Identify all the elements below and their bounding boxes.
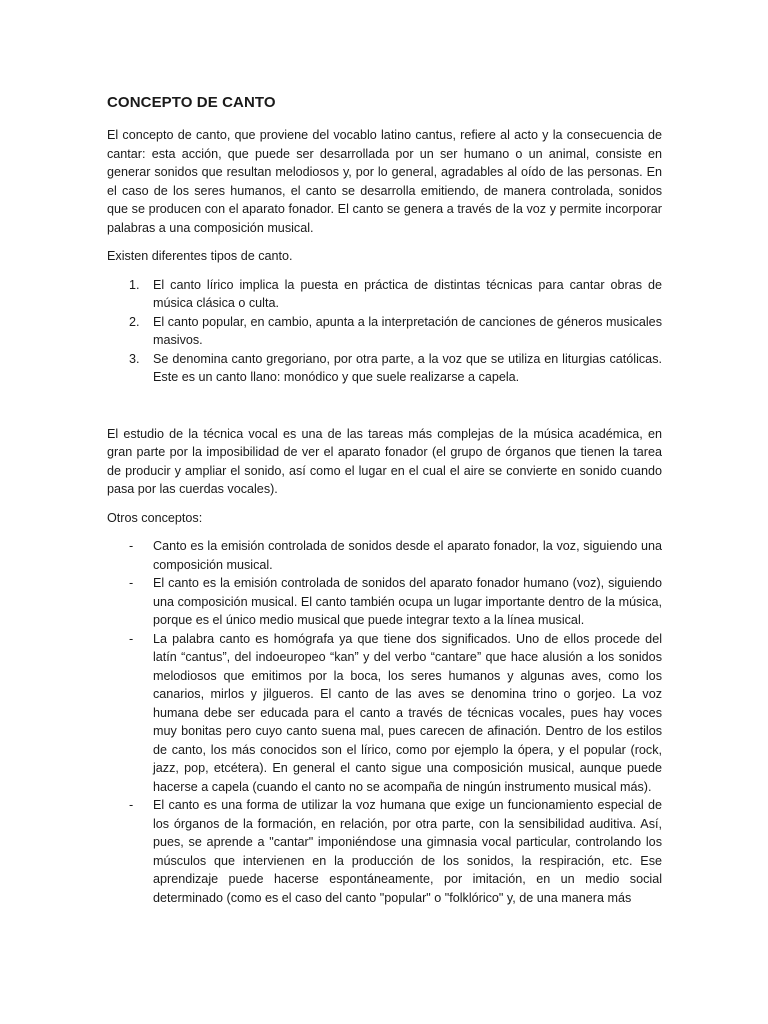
list-item-text: Se denomina canto gregoriano, por otra parte, a la voz que se utiliza en liturgias católicas. Este es un canto llano: monódico y que suele realizarse a capela.: [153, 351, 662, 384]
list-item: [107, 276, 662, 313]
list-item-text: El canto popular, en cambio, apunta a la interpretación de canciones de géneros musicales masivos.: [153, 314, 662, 347]
list-item: [107, 574, 662, 630]
types-list: [107, 276, 662, 387]
concepts-list: [107, 537, 662, 907]
list-marker: -: [129, 576, 134, 590]
list-marker: -: [129, 539, 134, 553]
list-item: [107, 313, 662, 350]
list-item-text: El canto es una forma de utilizar la voz humana que exige un funcionamiento especial de los órganos de la formación, en relación, por otra parte, con la sensibilidad auditiva. Así, pues, se aprende a "cantar" imponiéndose una gimnasia vocal particular, controlando los músculos que intervienen en la producción de los sonidos, la respiración, etc. Ese aprendizaje puede hacerse espontáneamente, por imitación, en un medio social determinado (como es el caso del canto "popular" o "folklórico" y, de una manera más: [153, 798, 662, 905]
list-item: [107, 630, 662, 797]
intro-paragraph: El concepto de canto, que proviene del vocablo latino cantus, refiere al acto y la consecuencia de cantar: esta acción, que puede ser desarrollada por un ser humano o un animal, consiste en generar sonidos que resultan melodiosos y, por lo general, agradables al oído de las personas. En el caso de los seres humanos, el canto se desarrolla emitiendo, de manera controlada, sonidos que se producen con el aparato fonador. El canto se genera a través de la voz y permite incorporar palabras a una composición musical.: [107, 128, 662, 235]
list-marker: -: [129, 798, 134, 812]
list-marker: 3.: [129, 351, 140, 366]
list-marker: 2.: [129, 314, 140, 329]
list-item-text: El canto es la emisión controlada de sonidos del aparato fonador humano (voz), siguiendo una composición musical. El canto también ocupa un lugar importante dentro de la música, porque es el único medio musical que puede integrar texto a la línea musical.: [153, 576, 662, 627]
list-marker: 1.: [129, 277, 140, 292]
types-intro: Existen diferentes tipos de canto.: [107, 249, 293, 263]
list-item-text: El canto lírico implica la puesta en práctica de distintas técnicas para cantar obras de música clásica o culta.: [153, 277, 662, 310]
list-item-text: La palabra canto es homógrafa ya que tiene dos significados. Uno de ellos procede del latín “cantus”, del indoeuropeo “kan” y del verbo “cantare” que hace alusión a los sonidos melodiosos que emitimos por la boca, los seres humanos y algunas aves, como los canarios, mirlos y jilgueros. El canto de las aves se denomina trino o gorjeo. La voz humana debe ser educada para el canto a través de técnicas vocales, pues hay voces muy bonitas pero cuyo canto suena mal, pues carecen de afinación. Dentro de los estilos de canto, los más conocidos son el lírico, como por ejemplo la ópera, y el popular (rock, jazz, pop, etcétera). En general el canto sigue una composición musical, aunque puede hacerse a capela (cuando el canto no se acompaña de ningún instrumento musical más).: [153, 631, 662, 794]
list-item: [107, 796, 662, 907]
list-item: [107, 350, 662, 387]
list-item: [107, 537, 662, 574]
document-page: [107, 93, 662, 917]
page-title: CONCEPTO DE CANTO: [107, 94, 276, 111]
other-concepts-heading: Otros conceptos:: [107, 510, 203, 525]
list-marker: -: [129, 631, 134, 646]
spacer: [107, 397, 662, 425]
technique-paragraph: El estudio de la técnica vocal es una de las tareas más complejas de la música académica, en gran parte por la imposibilidad de ver el aparato fonador (el grupo de órganos que tienen la tarea de producir y ampliar el sonido, así como el lugar en el cual el aire se convierte en sonido cuando pasa por las cuerdas vocales).: [107, 426, 662, 496]
list-item-text: Canto es la emisión controlada de sonidos desde el aparato fonador, la voz, siguiendo una composición musical.: [153, 539, 662, 572]
